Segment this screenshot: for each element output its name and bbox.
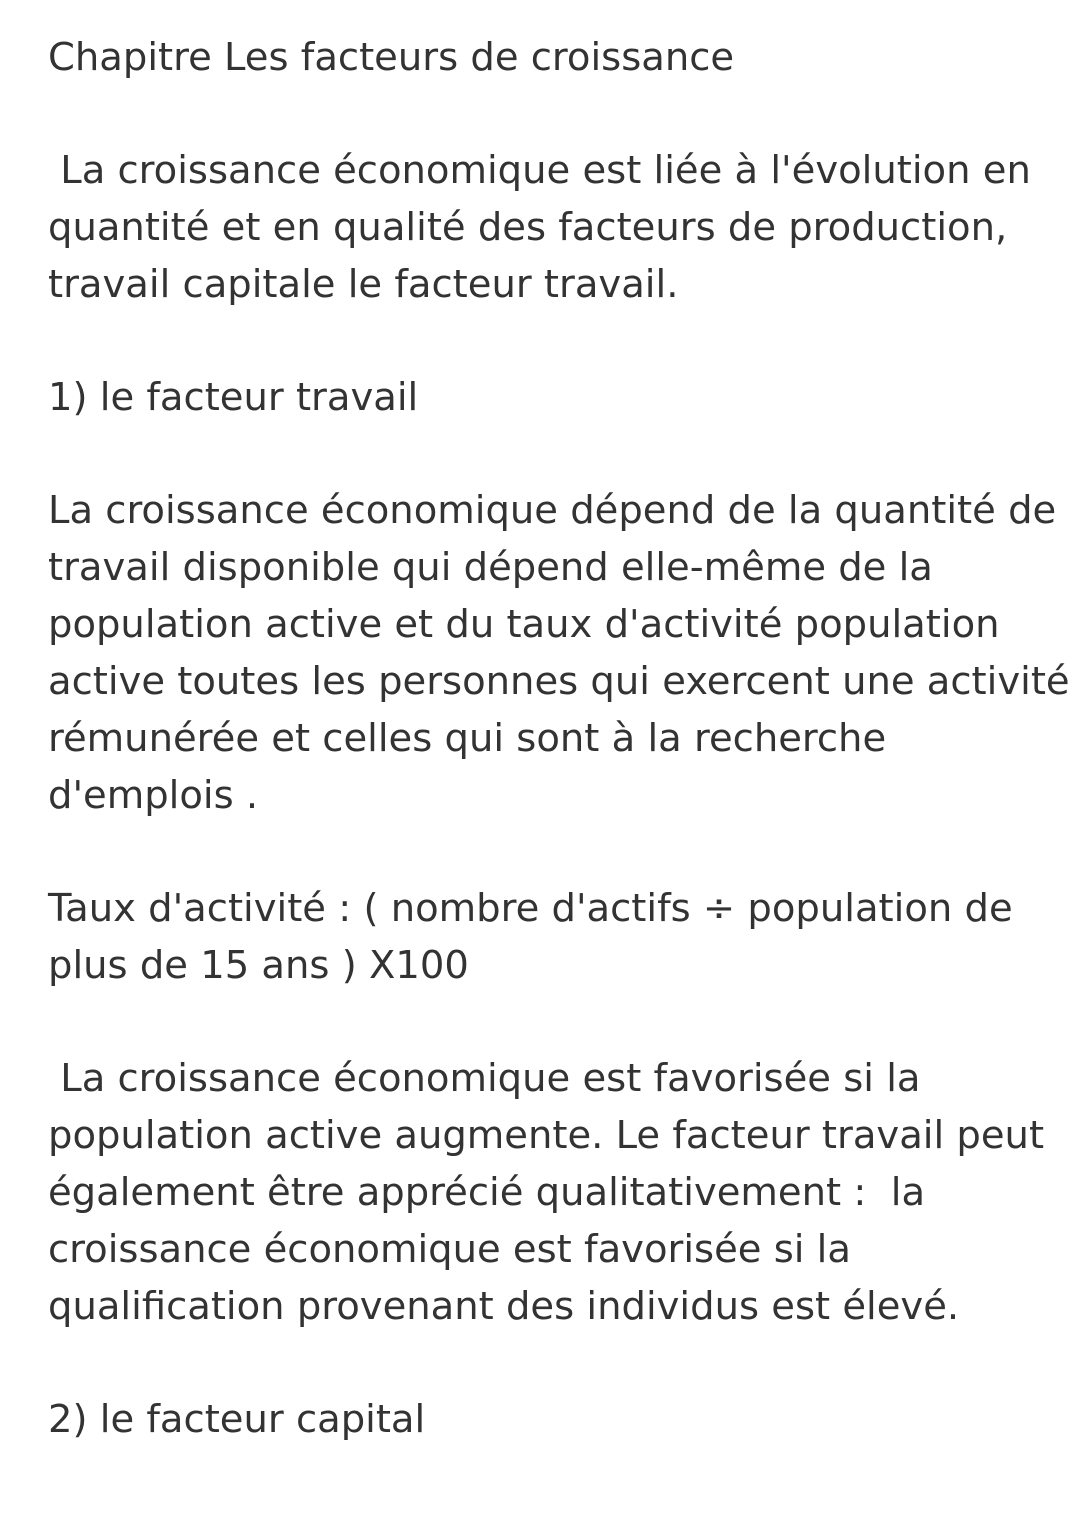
text-line: La croissance économique est liée à l'évolution en [48, 148, 1031, 193]
spacer [48, 426, 1035, 482]
text-line: population active et du taux d'activité population [48, 602, 1000, 647]
intro-paragraph [48, 142, 1035, 313]
document-title: Chapitre Les facteurs de croissance [48, 35, 735, 80]
text-line: plus de 15 ans ) X100 [48, 943, 469, 988]
travail-paragraph [48, 482, 1070, 824]
text-line: rémunérée et celles qui sont à la recherche [48, 716, 887, 761]
text-line: travail capitale le facteur travail. [48, 262, 679, 307]
spacer [48, 313, 1035, 369]
text-line: qualification provenant des individus est élevé. [48, 1284, 960, 1329]
text-line: travail disponible qui dépend elle-même de la [48, 545, 933, 590]
qualitative-paragraph [48, 1050, 1045, 1335]
spacer [48, 86, 1035, 142]
section-heading-capital: 2) le facteur capital [48, 1397, 426, 1442]
text-line: Taux d'activité : ( nombre d'actifs ÷ population de [48, 886, 1013, 931]
section-heading-travail: 1) le facteur travail [48, 375, 419, 420]
spacer [48, 994, 1035, 1050]
activity-rate-formula [48, 880, 1035, 994]
text-line: population active augmente. Le facteur travail peut [48, 1113, 1045, 1158]
spacer [48, 1335, 1035, 1391]
text-line: d'emplois . [48, 773, 259, 818]
text-line: La croissance économique dépend de la quantité de [48, 488, 1057, 533]
text-line: active toutes les personnes qui exercent une activité [48, 659, 1070, 704]
text-line: également être apprécié qualitativement : la [48, 1170, 926, 1215]
text-line: quantité et en qualité des facteurs de production, [48, 205, 1008, 250]
text-line: croissance économique est favorisée si la [48, 1227, 851, 1272]
text-line: La croissance économique est favorisée si la [48, 1056, 921, 1101]
spacer [48, 824, 1035, 880]
